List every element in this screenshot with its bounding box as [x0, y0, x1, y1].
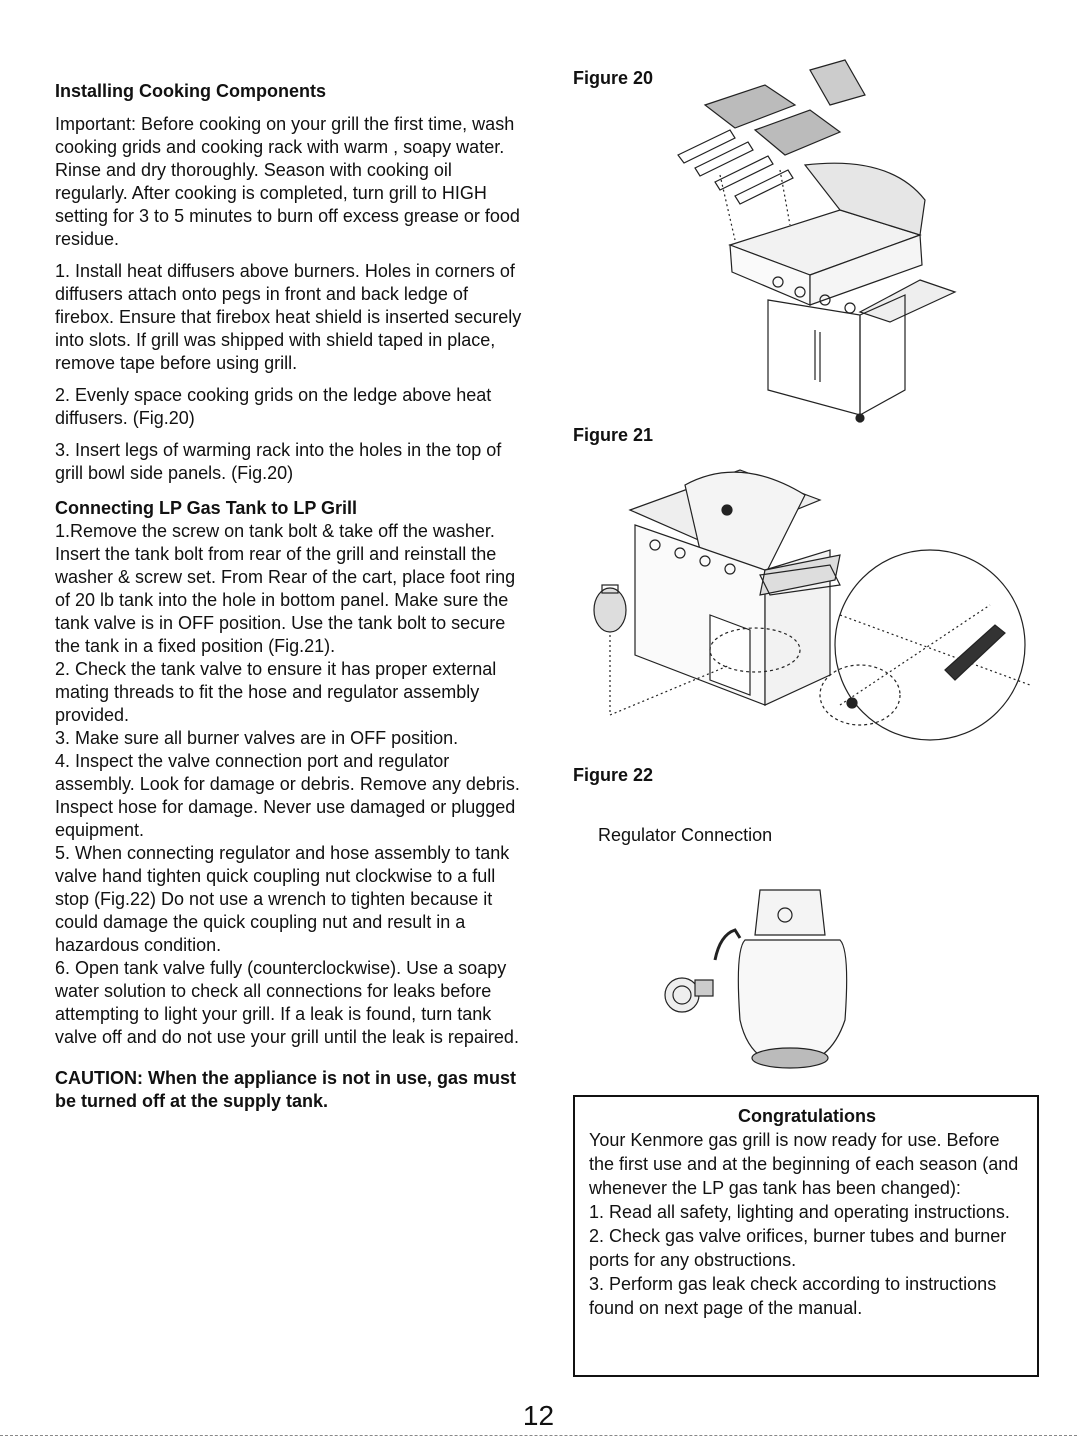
- figure-22-caption: Regulator Connection: [598, 825, 773, 845]
- page-number: 12: [522, 1400, 555, 1431]
- gas-tank-icon: [738, 890, 846, 1068]
- figure-22-label: Figure 22: [573, 765, 654, 785]
- paragraph-step-1: 1. Install heat diffusers above burners. Holes in corners of diffusers attach onto pegs in front and back ledge of firebox. Ensure that firebox heat shield is inserted securely into slots. If grill was shipped with shield taped in place, remove tape before using grill.: [55, 261, 522, 373]
- connection-steps: [55, 520, 525, 1113]
- congratulations-item: 3. Perform gas leak check according to instructions found on next page of the manual.: [589, 1274, 997, 1318]
- figure-20-label: Figure 20: [573, 68, 654, 88]
- paragraph-step-2: 2. Evenly space cooking grids on the ledge above heat diffusers. (Fig.20): [55, 385, 492, 428]
- instructions-column: [55, 80, 525, 1113]
- regulator-icon: [665, 930, 740, 1012]
- gas-tank-icon: [594, 585, 626, 632]
- caution-text: CAUTION: When the appliance is not in use, gas must be turned off at the supply tank.: [55, 1068, 517, 1111]
- congratulations-intro: Your Kenmore gas grill is now ready for use. Before the first use and at the beginning of each season (and whenever the LP gas tank has been changed):: [589, 1130, 1019, 1198]
- figure-21-label: Figure 21: [573, 425, 654, 445]
- connection-step: 2. Check the tank valve to ensure it has proper external mating threads to fit the hose and regulator assembly provided.: [55, 659, 497, 725]
- connection-step: 6. Open tank valve fully (counterclockwise). Use a soapy water solution to check all connections for leaks before attempting to light your grill. If a leak is found, turn tank valve off and do not use your grill until the leak is repaired.: [55, 958, 519, 1047]
- figure-20-grill-illustration: [660, 60, 960, 425]
- paragraph-step-3: 3. Insert legs of warming rack into the holes in the top of grill bowl side panels. (Fig.20): [55, 440, 502, 483]
- figure-21-tank-installation-illustration: [590, 455, 1040, 775]
- grill-icon: [720, 163, 955, 422]
- figure-22-regulator-illustration: [660, 880, 880, 1070]
- section-subheading: Connecting LP Gas Tank to LP Grill: [55, 498, 358, 518]
- section-heading: Installing Cooking Components: [55, 81, 326, 101]
- paragraph-important: Important: Before cooking on your grill the first time, wash cooking grids and cooking rack with warm , soapy water. Rinse and dry thoroughly. Season with cooking oil regularly. After cooking is completed, turn grill to HIGH setting for 3 to 5 minutes to burn off excess grease or food residue.: [55, 114, 520, 249]
- connection-step: 3. Make sure all burner valves are in OFF position.: [55, 728, 459, 748]
- connection-step: 4. Inspect the valve connection port and regulator assembly. Look for damage or debris. Remove any debris. Inspect hose for damage. Never use damaged or plugged equipment.: [55, 751, 520, 840]
- detail-callout-icon: [820, 550, 1030, 740]
- connection-step: 5. When connecting regulator and hose assembly to tank valve hand tighten quick coupling nut clockwise to a full stop (Fig.22) Do not use a wrench to tighten because it could damage the quick coupling nut and result in a hazardous condition.: [55, 843, 510, 955]
- bottom-rule: [0, 1435, 1077, 1436]
- congratulations-item: 2. Check gas valve orifices, burner tubes and burner ports for any obstructions.: [589, 1226, 1007, 1270]
- connection-step: 1.Remove the screw on tank bolt & take off the washer. Insert the tank bolt from rear of the grill and reinstall the washer & screw set. From Rear of the cart, place foot ring of 20 lb tank into the hole in bottom panel. Make sure the tank valve is in OFF position. Use the tank bolt to secure the tank in a fixed position (Fig.21).: [55, 521, 516, 656]
- congratulations-item: 1. Read all safety, lighting and operating instructions.: [589, 1202, 1010, 1222]
- congratulations-title: Congratulations: [738, 1106, 876, 1126]
- congratulations-box: [573, 1095, 1039, 1377]
